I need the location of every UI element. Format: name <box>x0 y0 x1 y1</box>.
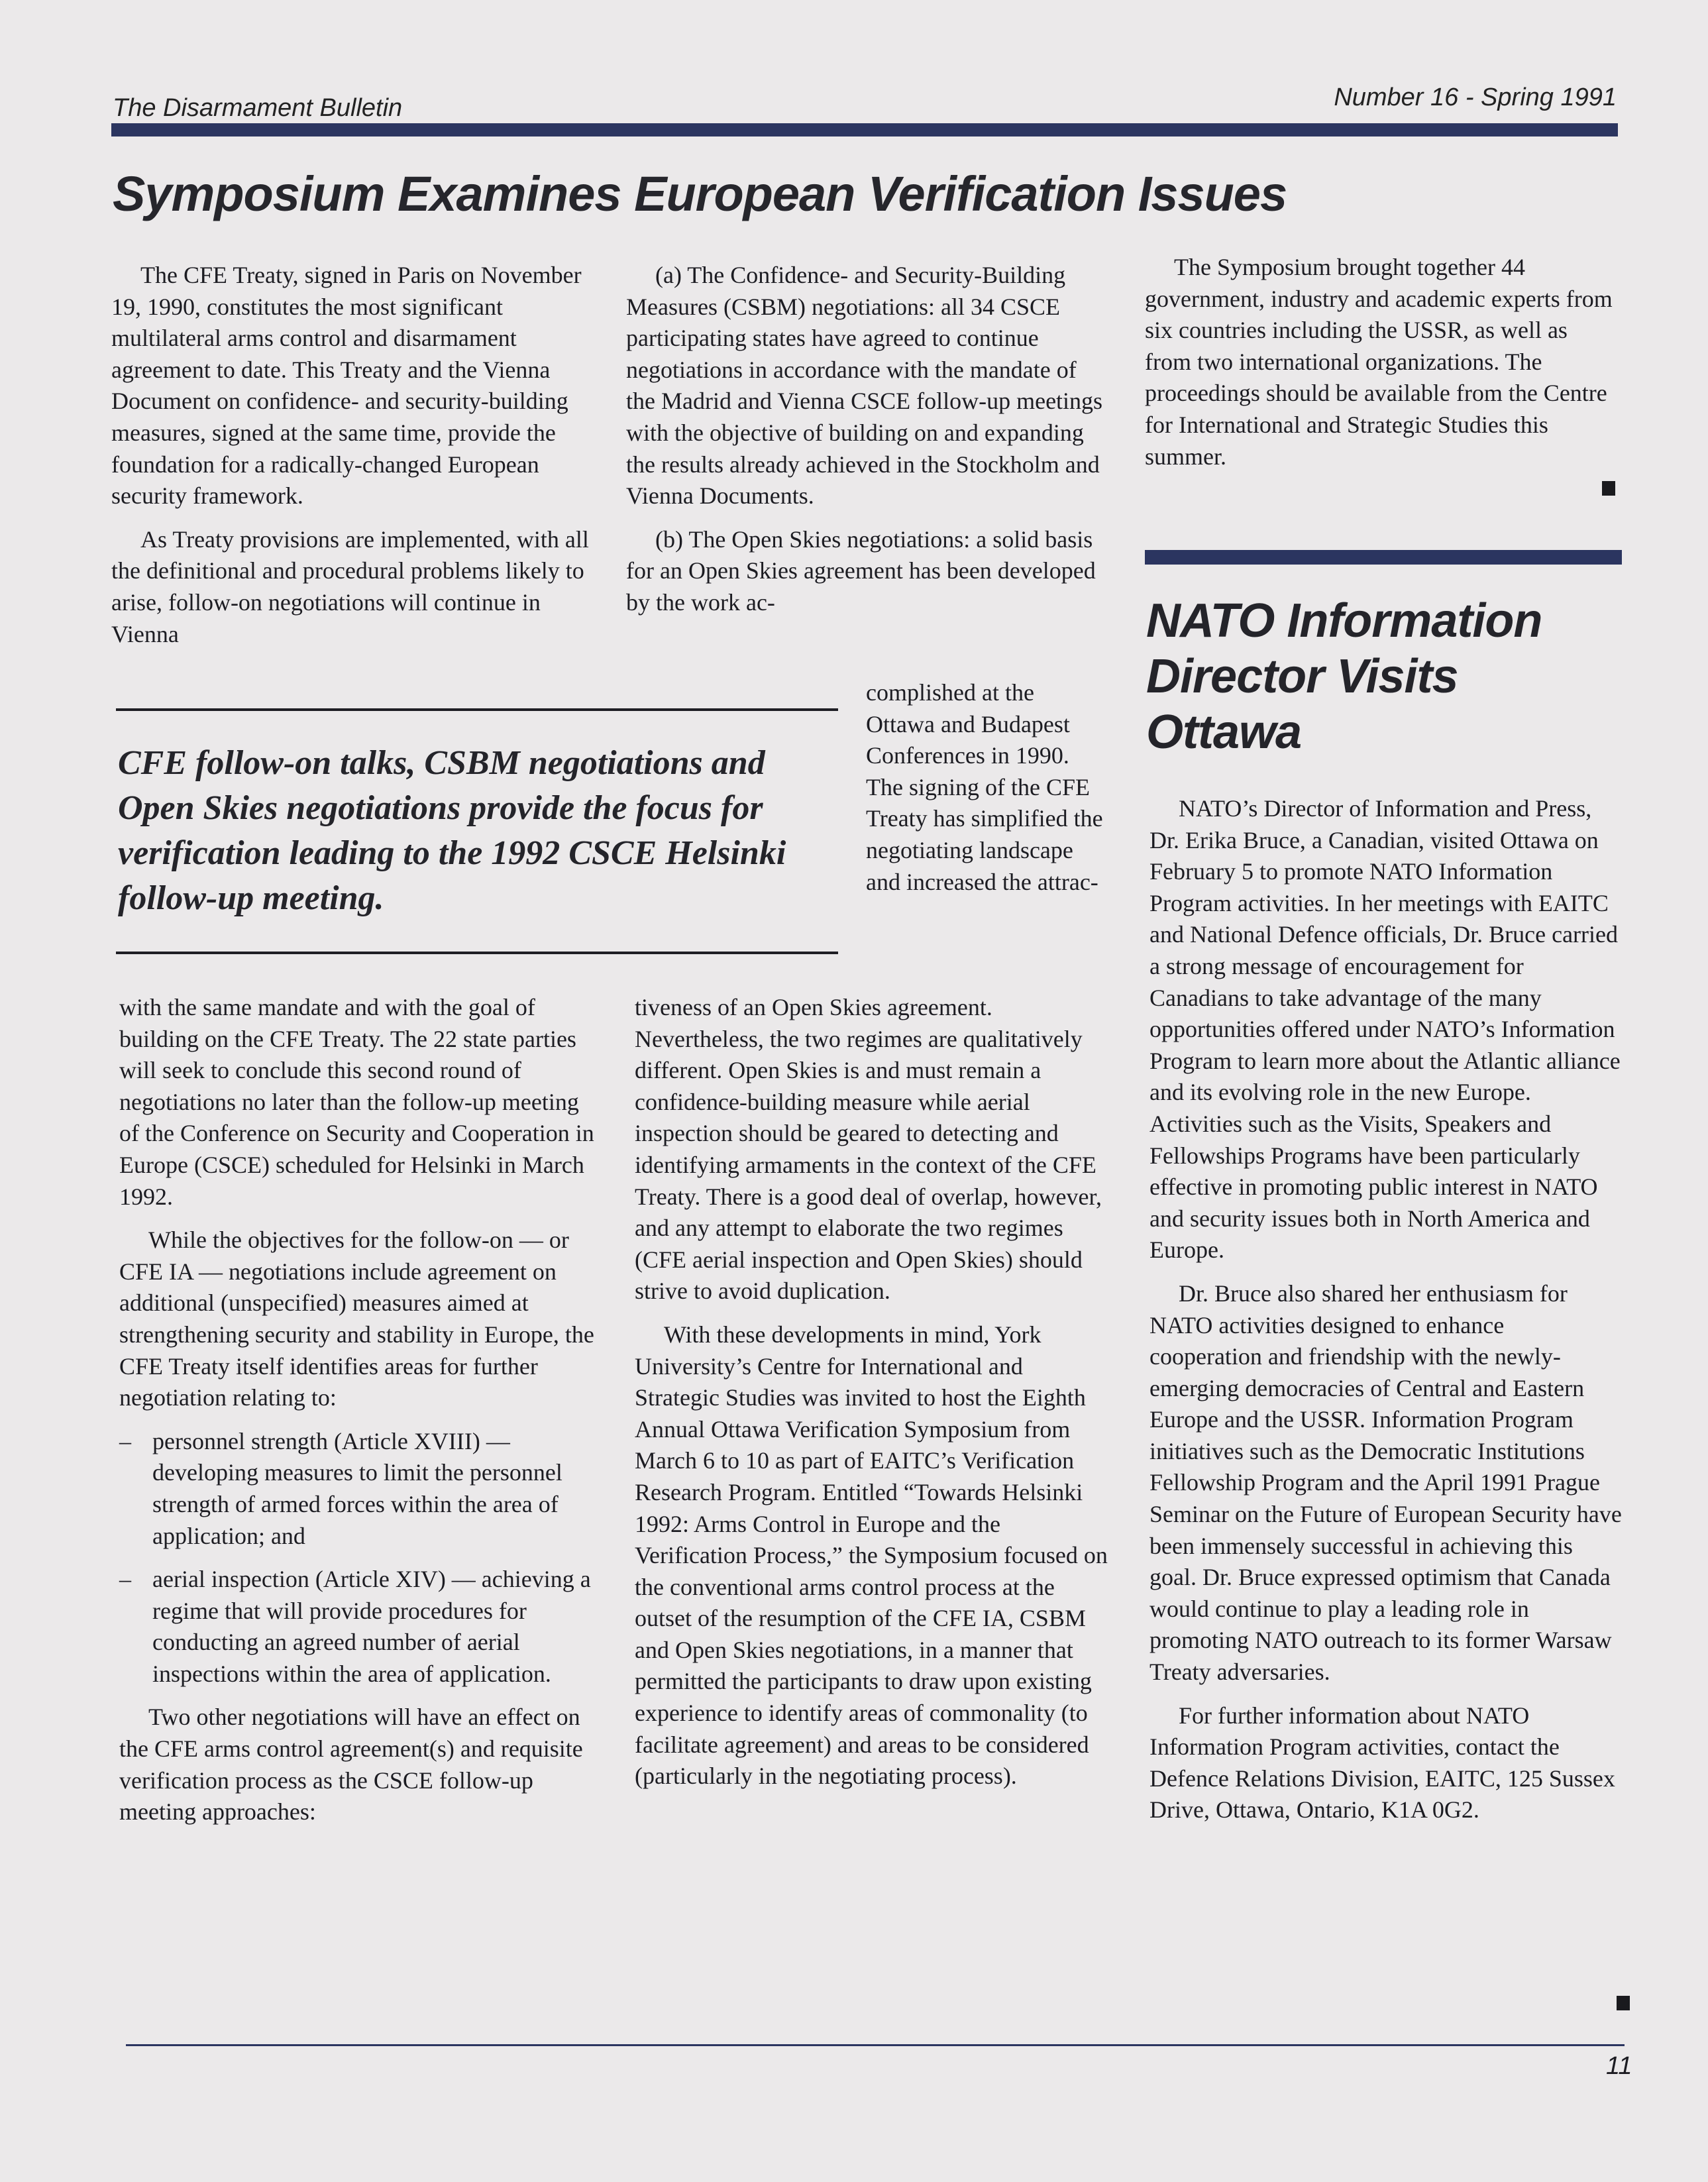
paragraph: tiveness of an Open Skies agreement. Nevertheless, the two regimes are qualitatively different. Open Skies is and must remain a confidence-building measure while aerial inspection should be geared to detecting and identifying armaments in the context of the CFE Treaty. There is a good deal of overlap, however, and any attempt to elaborate the two regimes (CFE aerial inspection and Open Skies) should strive to avoid duplication. <box>635 994 1102 1305</box>
end-mark-icon <box>1617 1996 1630 2010</box>
column-2-bottom <box>635 992 1108 1792</box>
sidebar-rule <box>1145 550 1622 565</box>
paragraph: (a) The Confidence- and Security-Building Measures (CSBM) negotiations: all 34 CSCE participating states have agreed to continue negotiations in accordance with the mandate of the Madrid and Vienna CSCE follow-up meetings with the objective of building on and expanding the results already achieved in the Stockholm and Vienna Documents. <box>626 262 1103 510</box>
paragraph: (b) The Open Skies negotiations: a solid basis for an Open Skies agreement has been developed by the work ac- <box>626 525 1096 616</box>
paragraph: Two other negotiations will have an effect on the CFE arms control agreement(s) and requisite verification process as the CSCE follow-up meeting approaches: <box>119 1704 583 1826</box>
column-2-narrow <box>866 677 1103 898</box>
list-item-text: personnel strength (Article XVIII) — developing measures to limit the personnel strength of armed forces within the area of application; and <box>152 1427 562 1549</box>
paragraph: For further information about NATO Information Program activities, contact the Defence Relations Division, EAITC, 125 Sussex Drive, Ottawa, Ontario, K1A 0G2. <box>1149 1702 1615 1824</box>
end-mark-icon <box>1602 481 1615 496</box>
paragraph: with the same mandate and with the goal of building on the CFE Treaty. The 22 state parties will seek to conclude this second round of negotiations no later than the follow-up meeting of the Conference on Security and Cooperation in Europe (CSCE) scheduled for Helsinki in March 1992. <box>119 994 594 1210</box>
pull-quote: CFE follow-on talks, CSBM negotiations and Open Skies negotiations provide the focus for verification leading to the 1992 CSCE Helsinki follow-up meeting. <box>118 744 786 917</box>
pull-quote-rule-bottom <box>116 952 838 954</box>
paragraph: complished at the Ottawa and Budapest Conferences in 1990. The signing of the CFE Treaty has simplified the negotiating landscape and increased the attrac- <box>866 679 1103 895</box>
list-item <box>119 1564 603 1690</box>
footer-rule <box>126 2044 1625 2046</box>
publication-name: The Disarmament Bulletin <box>113 94 403 122</box>
column-3 <box>1145 252 1617 472</box>
sidebar-title: NATO Information Director Visits Ottawa <box>1146 594 1542 759</box>
paragraph: With these developments in mind, York University’s Centre for International and Strategic Studies was invited to host the Eighth Annual Ottawa Verification Symposium from March 6 to 10 as part of EAITC’s Verification Research Program. Entitled “Towards Helsinki 1992: Arms Control in Europe and the Verification Process,” the Symposium focused on the conventional arms control process at the outset of the resumption of the CFE IA, CSBM and Open Skies negotiations, in a manner that permitted the participants to draw upon existing experience to identify areas of commonality (to facilitate agreement) and areas to be considered (particularly in the negotiating process). <box>635 1321 1108 1790</box>
paragraph: While the objectives for the follow-on — or CFE IA — negotiations include agreement on additional (unspecified) measures aimed at strengthening security and stability in Europe, the CFE Treaty itself identifies areas for further negotiation relating to: <box>119 1227 594 1411</box>
paragraph: The Symposium brought together 44 government, industry and academic experts from six countries including the USSR, as well as from two international organizations. The proceedings should be available from the Centre for International and Strategic Studies this summer. <box>1145 254 1613 470</box>
column-2-top <box>626 260 1103 619</box>
paragraph: Dr. Bruce also shared her enthusiasm for NATO activities designed to enhance cooperation and friendship with the newly-emerging democracies of Central and Eastern Europe and the USSR. Information Program initiatives such as the Democratic Institutions Fellowship Program and the April 1991 Prague Seminar on the Future of European Security have been immensely successful in achieving this goal. Dr. Bruce expressed optimism that Canada would continue to play a leading role in promoting NATO outreach to its former Warsaw Treaty adversaries. <box>1149 1280 1622 1686</box>
paragraph: The CFE Treaty, signed in Paris on November 19, 1990, constitutes the most significant multilateral arms control and disarmament agreement to date. This Treaty and the Vienna Document on confidence- and security-building measures, signed at the same time, provide the foundation for a radically-changed European security framework. <box>111 262 582 510</box>
sidebar-body <box>1149 793 1622 1826</box>
pull-quote-rule-top <box>116 708 838 711</box>
bullet-dash: – <box>119 1566 131 1593</box>
list-item <box>119 1426 603 1552</box>
list-item-text: aerial inspection (Article XIV) — achieving a regime that will provide procedures for conducting an agreed number of aerial inspections within the area of application. <box>152 1566 591 1687</box>
page-number: 11 <box>1606 2052 1632 2080</box>
column-1-bottom <box>119 992 603 1828</box>
column-1-top <box>111 260 592 650</box>
bullet-dash: – <box>119 1427 131 1454</box>
paragraph: As Treaty provisions are implemented, with all the definitional and procedural problems likely to arise, follow-on negotiations will continue in Vienna <box>111 525 589 647</box>
article-title: Symposium Examines European Verification Issues <box>113 166 1287 221</box>
issue-number: Number 16 - Spring 1991 <box>1334 83 1617 111</box>
header-rule <box>111 123 1618 136</box>
paragraph: NATO’s Director of Information and Press, Dr. Erika Bruce, a Canadian, visited Ottawa on February 5 to promote NATO Information Program activities. In her meetings with EAITC and National Defence officials, Dr. Bruce carried a strong message of encouragement for Canadians to take advantage of the many opportunities offered under NATO’s Information Program to learn more about the Atlantic alliance and its evolving role in the new Europe. Activities such as the Visits, Speakers and Fellowships Programs have been particularly effective in promoting public interest in NATO and security issues both in North America and Europe. <box>1149 795 1621 1264</box>
